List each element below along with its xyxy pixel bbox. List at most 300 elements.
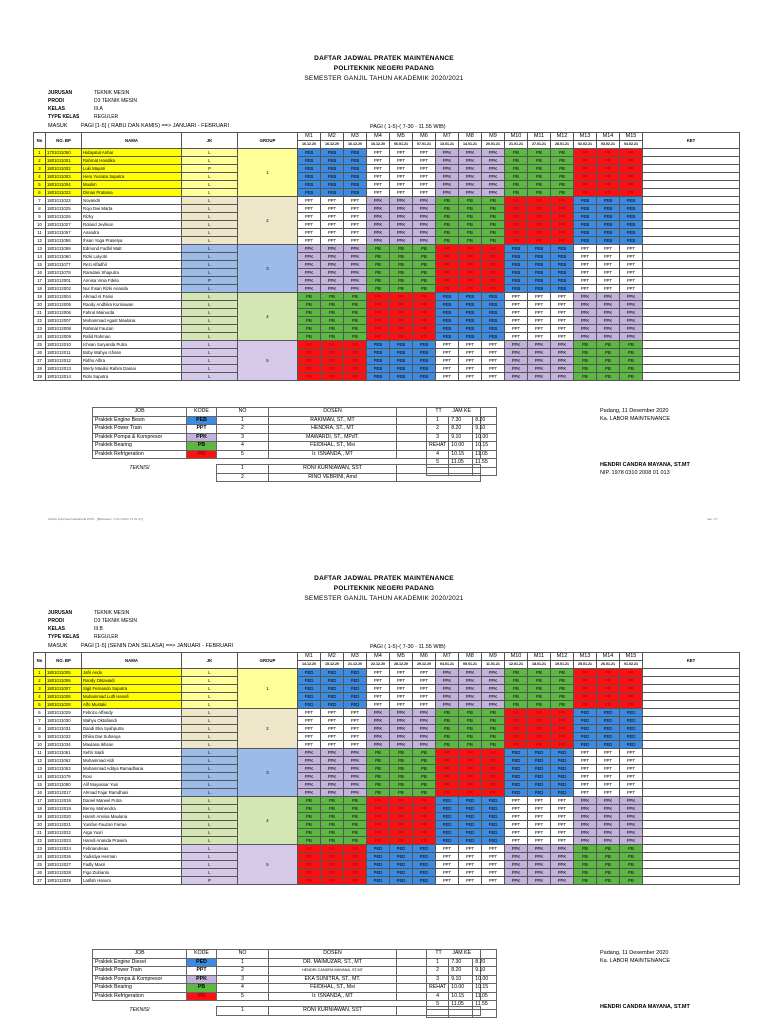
schedule-cell: PPK [436, 149, 459, 157]
row-number: 26 [34, 349, 46, 357]
schedule-cell: PED [436, 829, 459, 837]
table-row [34, 861, 740, 869]
schedule-cell: PB [574, 861, 597, 869]
schedule-cell: PPK [551, 845, 574, 853]
table-row [34, 853, 740, 861]
schedule-cell: PED [298, 677, 321, 685]
schedule-cell: PB [597, 373, 620, 381]
info-label: JURUSAN [48, 610, 73, 616]
schedule-cell: PEB [551, 253, 574, 261]
week-header: M2 [321, 653, 344, 661]
week-header: M7 [436, 653, 459, 661]
schedule-cell: PB [482, 221, 505, 229]
hours-cell: 8.20 [473, 958, 497, 967]
week-date: 02.02.21 [574, 141, 597, 149]
schedule-cell: PPT [574, 285, 597, 293]
table-row [34, 669, 740, 677]
schedule-cell: PB [367, 765, 390, 773]
student-gender: L [182, 749, 238, 757]
student-gender: L [182, 861, 238, 869]
row-number: 16 [34, 789, 46, 797]
schedule-cell: PPT [413, 149, 436, 157]
schedule-cell: PB [505, 693, 528, 701]
header-row [34, 653, 740, 661]
schedule-cell: PEB [482, 309, 505, 317]
student-name: Alif Muyassar Yusi [82, 781, 182, 789]
week-date: 25.01.21 [574, 661, 597, 669]
student-id: 1701011050 [46, 149, 82, 157]
schedule-cell: PPK [505, 869, 528, 877]
schedule-cell: PPK [413, 725, 436, 733]
schedule-cell: PPK [344, 261, 367, 269]
masuk-value: PAGI [1-5] ( RABU DAN KAMIS) ==> JANUARI - FEBRUARI [81, 123, 229, 129]
student-gender: L [182, 741, 238, 749]
row-number: 18 [34, 285, 46, 293]
schedule-cell: PPT [620, 269, 643, 277]
week-date: 28.01.21 [551, 141, 574, 149]
schedule-cell: PPK [574, 309, 597, 317]
schedule-cell: PPT [436, 365, 459, 373]
schedule-cell: PPK [574, 829, 597, 837]
student-gender: L [182, 333, 238, 341]
schedule-cell: PEB [390, 341, 413, 349]
row-number: 25 [34, 861, 46, 869]
document-title-line: DAFTAR JADWAL PRATEK MAINTENANCE [314, 55, 454, 62]
lecturer-number: 3 [217, 433, 269, 442]
schedule-cell: PB [528, 189, 551, 197]
table-row [34, 725, 740, 733]
student-id: 1801012001 [46, 277, 82, 285]
schedule-cell: PB [574, 853, 597, 861]
student-name: Fahrul Mainurda [82, 309, 182, 317]
student-name: Dandi Eka Syahputra [82, 725, 182, 733]
schedule-cell: PR [321, 349, 344, 357]
lecturer-number: 4 [217, 984, 269, 993]
hours-cell: 1 [427, 958, 449, 967]
legend-row [93, 958, 481, 967]
schedule-cell: PEB [528, 277, 551, 285]
row-number: 7 [34, 197, 46, 205]
hours-cell: 3 [427, 433, 449, 442]
table-row [34, 829, 740, 837]
schedule-cell: PPT [551, 813, 574, 821]
schedule-cell: PB [436, 237, 459, 245]
row-number: 5 [34, 181, 46, 189]
schedule-cell: PPT [459, 357, 482, 365]
student-gender: L [182, 837, 238, 845]
schedule-cell: PB [551, 669, 574, 677]
signature-line: Ka. LABOR MAINTENANCE [600, 958, 670, 964]
row-number: 16 [34, 269, 46, 277]
schedule-cell: PR [390, 325, 413, 333]
schedule-cell: PPT [344, 237, 367, 245]
schedule-cell: PPK [459, 669, 482, 677]
schedule-cell: PPK [620, 829, 643, 837]
schedule-cell: PPK [551, 357, 574, 365]
schedule-cell: PR [528, 709, 551, 717]
schedule-cell: PED [620, 717, 643, 725]
schedule-cell: PED [413, 845, 436, 853]
schedule-cell: PB [413, 269, 436, 277]
schedule-cell: PR [505, 229, 528, 237]
schedule-cell: PPT [597, 261, 620, 269]
schedule-cell: PEB [620, 197, 643, 205]
document-title-line: DAFTAR JADWAL PRATEK MAINTENANCE [314, 575, 454, 582]
schedule-cell: PEB [459, 293, 482, 301]
student-id: 1801011034 [46, 741, 82, 749]
schedule-cell: PB [413, 789, 436, 797]
schedule-cell: PPT [482, 845, 505, 853]
signatory-name: HENDRI CANDRA MAYANA, ST.MT [600, 1004, 690, 1010]
schedule-cell: PEB [413, 373, 436, 381]
job-code: PB [187, 984, 217, 993]
student-gender: L [182, 869, 238, 877]
week-header: M5 [390, 133, 413, 141]
lecturer-name: Ir. ISNANDA,, MT [269, 450, 397, 459]
table-row [34, 773, 740, 781]
row-number: 19 [34, 293, 46, 301]
schedule-cell: PB [344, 309, 367, 317]
schedule-cell: PPT [459, 861, 482, 869]
schedule-cell: PR [413, 333, 436, 341]
schedule-cell: PPK [390, 197, 413, 205]
schedule-cell: PPK [505, 845, 528, 853]
schedule-cell: PR [367, 325, 390, 333]
info-value: REGULER [94, 634, 119, 640]
student-name: Yudistiya Herman [82, 853, 182, 861]
student-id: 1801012023 [46, 837, 82, 845]
schedule-cell: PR [413, 805, 436, 813]
schedule-cell: PR [482, 285, 505, 293]
schedule-cell: PED [620, 733, 643, 741]
schedule-cell: PR [551, 221, 574, 229]
schedule-cell: PPK [390, 229, 413, 237]
schedule-cell: PB [459, 725, 482, 733]
technician-number: 1 [217, 465, 269, 474]
schedule-cell: PB [413, 253, 436, 261]
schedule-cell: PED [367, 869, 390, 877]
schedule-cell: PPK [528, 861, 551, 869]
schedule-cell: PB [620, 365, 643, 373]
student-gender: L [182, 293, 238, 301]
job-name: Praktek Bearing [93, 442, 187, 451]
schedule-cell: PR [551, 733, 574, 741]
remarks-cell [643, 677, 740, 685]
week-date: 21.12.20 [344, 661, 367, 669]
schedule-cell: PED [482, 837, 505, 845]
remarks-cell [643, 805, 740, 813]
session-time: PAGI ( 1-5)-( 7-30 - 11.55 WIB) [370, 644, 446, 650]
student-name: Annisa Vinia Fdela [82, 277, 182, 285]
schedule-cell: PB [367, 789, 390, 797]
student-gender: L [182, 773, 238, 781]
schedule-cell: PB [482, 741, 505, 749]
schedule-cell: PR [367, 829, 390, 837]
legend-header-tt: TT [397, 408, 481, 417]
student-gender: L [182, 205, 238, 213]
schedule-cell: PPT [620, 285, 643, 293]
schedule-cell: PPK [620, 309, 643, 317]
schedule-cell: PR [505, 213, 528, 221]
schedule-cell: PR [413, 837, 436, 845]
student-id: 1801012028 [46, 869, 82, 877]
week-header: M5 [390, 653, 413, 661]
schedule-cell: PR [597, 181, 620, 189]
schedule-cell: PR [367, 301, 390, 309]
schedule-cell: PPT [620, 789, 643, 797]
schedule-cell: PR [574, 701, 597, 709]
row-number: 6 [34, 189, 46, 197]
schedule-cell: PED [505, 757, 528, 765]
schedule-cell: PED [298, 685, 321, 693]
schedule-cell: PB [551, 181, 574, 189]
job-name: Praktek Engine Besin [93, 416, 187, 425]
student-name: Seftri Saldi [82, 749, 182, 757]
schedule-cell: PB [367, 261, 390, 269]
schedule-cell: PPK [390, 237, 413, 245]
schedule-cell: PR [413, 813, 436, 821]
week-date: 04.02.21 [620, 141, 643, 149]
schedule-cell: PED [298, 693, 321, 701]
schedule-cell: PED [620, 741, 643, 749]
table-row [34, 685, 740, 693]
schedule-cell: PPK [436, 693, 459, 701]
schedule-cell: PR [367, 797, 390, 805]
week-header: M1 [298, 653, 321, 661]
schedule-cell: PPT [459, 341, 482, 349]
schedule-cell: PPT [298, 237, 321, 245]
schedule-cell: PPK [321, 253, 344, 261]
schedule-cell: PB [505, 669, 528, 677]
schedule-cell: PPT [436, 853, 459, 861]
schedule-cell: PR [321, 869, 344, 877]
schedule-cell: PPK [459, 693, 482, 701]
row-number: 1 [34, 669, 46, 677]
schedule-cell: PR [574, 669, 597, 677]
schedule-cell: PPK [620, 821, 643, 829]
schedule-cell: PR [413, 317, 436, 325]
schedule-cell: PED [505, 749, 528, 757]
schedule-cell: PPK [321, 749, 344, 757]
schedule-cell: PPT [574, 773, 597, 781]
group-number: 1 [238, 669, 298, 709]
schedule-cell: PR [298, 341, 321, 349]
week-date: 15.12.20 [321, 661, 344, 669]
column-header-group: GROUP [238, 133, 298, 149]
schedule-cell: PPT [298, 725, 321, 733]
schedule-cell: PB [459, 717, 482, 725]
student-name: Arga Yusri [82, 829, 182, 837]
schedule-cell: PR [413, 293, 436, 301]
schedule-cell: PPT [390, 165, 413, 173]
remarks-cell [643, 757, 740, 765]
schedule-cell: PPK [298, 757, 321, 765]
schedule-cell: PPK [597, 837, 620, 845]
week-date: 14.12.20 [298, 661, 321, 669]
remarks-cell [643, 829, 740, 837]
schedule-cell: PPT [321, 709, 344, 717]
schedule-cell: PR [528, 733, 551, 741]
schedule-cell: PPK [459, 157, 482, 165]
schedule-cell: PR [367, 805, 390, 813]
remarks-cell [643, 789, 740, 797]
schedule-cell: PEB [574, 229, 597, 237]
schedule-cell: PPT [482, 349, 505, 357]
schedule-cell: PR [298, 869, 321, 877]
row-number: 5 [34, 701, 46, 709]
schedule-cell: PPT [459, 877, 482, 885]
schedule-cell: PEB [528, 261, 551, 269]
info-label: PRODI [48, 98, 64, 104]
schedule-cell: PB [551, 189, 574, 197]
student-name: Sigit Fernando Saputra [82, 685, 182, 693]
row-number: 7 [34, 717, 46, 725]
student-gender: L [182, 245, 238, 253]
week-date: 16.12.20 [367, 141, 390, 149]
schedule-cell: PB [459, 741, 482, 749]
remarks-cell [643, 853, 740, 861]
schedule-cell: PR [459, 277, 482, 285]
technician-number: 1 [217, 1007, 269, 1016]
lecturer-name: FEIDIHAL, ST., Msi [269, 442, 397, 451]
schedule-cell: PPT [413, 165, 436, 173]
schedule-cell: PR [528, 741, 551, 749]
schedule-cell: PED [459, 837, 482, 845]
schedule-cell: PR [390, 333, 413, 341]
schedule-cell: PED [482, 797, 505, 805]
schedule-cell: PPK [344, 781, 367, 789]
student-id: 1801012002 [46, 285, 82, 293]
schedule-cell: PB [574, 357, 597, 365]
schedule-cell: PR [459, 253, 482, 261]
schedule-cell: PB [459, 213, 482, 221]
student-name: Novandri [82, 197, 182, 205]
schedule-cell: PEB [321, 165, 344, 173]
student-gender: L [182, 173, 238, 181]
schedule-cell: PPK [482, 189, 505, 197]
job-code: PEB [187, 416, 217, 425]
week-date: 19.01.21 [551, 661, 574, 669]
schedule-cell: PPT [574, 269, 597, 277]
schedule-cell: PB [620, 869, 643, 877]
schedule-cell: PPT [436, 845, 459, 853]
row-number: 9 [34, 733, 46, 741]
schedule-cell: PB [459, 229, 482, 237]
schedule-cell: PB [413, 781, 436, 789]
schedule-cell: PB [413, 757, 436, 765]
student-gender: L [182, 669, 238, 677]
schedule-cell: PB [528, 701, 551, 709]
schedule-cell: PEB [551, 261, 574, 269]
schedule-cell: PPT [344, 717, 367, 725]
schedule-cell: PEB [620, 213, 643, 221]
schedule-cell: PED [505, 781, 528, 789]
schedule-cell: PB [505, 149, 528, 157]
row-number: 18 [34, 805, 46, 813]
student-name: Ichsan Suryanda Putra [82, 341, 182, 349]
schedule-cell: PPK [413, 733, 436, 741]
schedule-cell: PED [298, 701, 321, 709]
schedule-cell: PPK [528, 349, 551, 357]
schedule-cell: PB [436, 197, 459, 205]
student-id: 1801012022 [46, 829, 82, 837]
schedule-cell: PB [367, 285, 390, 293]
lecturer-name: FEIDIHAL, ST., Msi [269, 984, 397, 993]
row-number: 12 [34, 757, 46, 765]
legend-header-job: JOB [93, 950, 187, 959]
row-number: 4 [34, 173, 46, 181]
hours-cell: 10.15 [449, 992, 473, 1001]
student-gender: L [182, 853, 238, 861]
schedule-cell: PB [505, 701, 528, 709]
remarks-cell [643, 845, 740, 853]
schedule-cell: PED [436, 813, 459, 821]
table-row [34, 693, 740, 701]
schedule-cell: PED [436, 805, 459, 813]
technician-label: TEKNISI [129, 465, 150, 471]
schedule-cell: PB [390, 749, 413, 757]
remarks-cell [643, 765, 740, 773]
schedule-cell: PB [436, 741, 459, 749]
hours-cell: 2 [427, 967, 449, 976]
schedule-cell: PEB [574, 213, 597, 221]
info-row [48, 633, 137, 641]
schedule-cell: PED [551, 749, 574, 757]
schedule-cell: PB [528, 685, 551, 693]
schedule-cell: PEB [321, 181, 344, 189]
schedule-cell: PPT [367, 173, 390, 181]
schedule-cell: PEB [298, 189, 321, 197]
schedule-cell: PR [551, 741, 574, 749]
schedule-cell: PPK [436, 701, 459, 709]
lecturer-number: 4 [217, 442, 269, 451]
hours-cell: 11.05 [449, 1001, 473, 1010]
schedule-cell: PB [574, 877, 597, 885]
schedule-cell: PEB [344, 149, 367, 157]
week-header: M8 [459, 653, 482, 661]
schedule-cell: PPT [344, 229, 367, 237]
student-name: Muhammad Aldi [82, 757, 182, 765]
schedule-cell: PEB [321, 189, 344, 197]
schedule-cell: PR [620, 181, 643, 189]
schedule-cell: PPT [390, 157, 413, 165]
hours-cell: REHAT [427, 442, 449, 451]
schedule-cell: PED [528, 789, 551, 797]
schedule-cell: PPK [505, 365, 528, 373]
schedule-cell: PB [620, 341, 643, 349]
schedule-cell: PPT [413, 701, 436, 709]
schedule-cell: PB [505, 189, 528, 197]
schedule-cell: PB [298, 837, 321, 845]
student-name: Ramdani Shaputra [82, 269, 182, 277]
week-header: M4 [367, 133, 390, 141]
row-number: 10 [34, 741, 46, 749]
schedule-cell: PB [413, 765, 436, 773]
student-gender: P [182, 165, 238, 173]
student-id: 1801011026 [46, 213, 82, 221]
schedule-cell: PPT [574, 781, 597, 789]
hours-cell: 8.20 [449, 967, 473, 976]
student-name: Rizki Lolyotri [82, 253, 182, 261]
column-header-jk: JK [182, 653, 238, 669]
schedule-cell: PB [321, 301, 344, 309]
schedule-cell: PB [482, 237, 505, 245]
schedule-cell: PPK [482, 165, 505, 173]
schedule-cell: PPT [597, 245, 620, 253]
schedule-cell: PED [551, 765, 574, 773]
schedule-cell: PED [367, 853, 390, 861]
schedule-cell: PPK [344, 757, 367, 765]
